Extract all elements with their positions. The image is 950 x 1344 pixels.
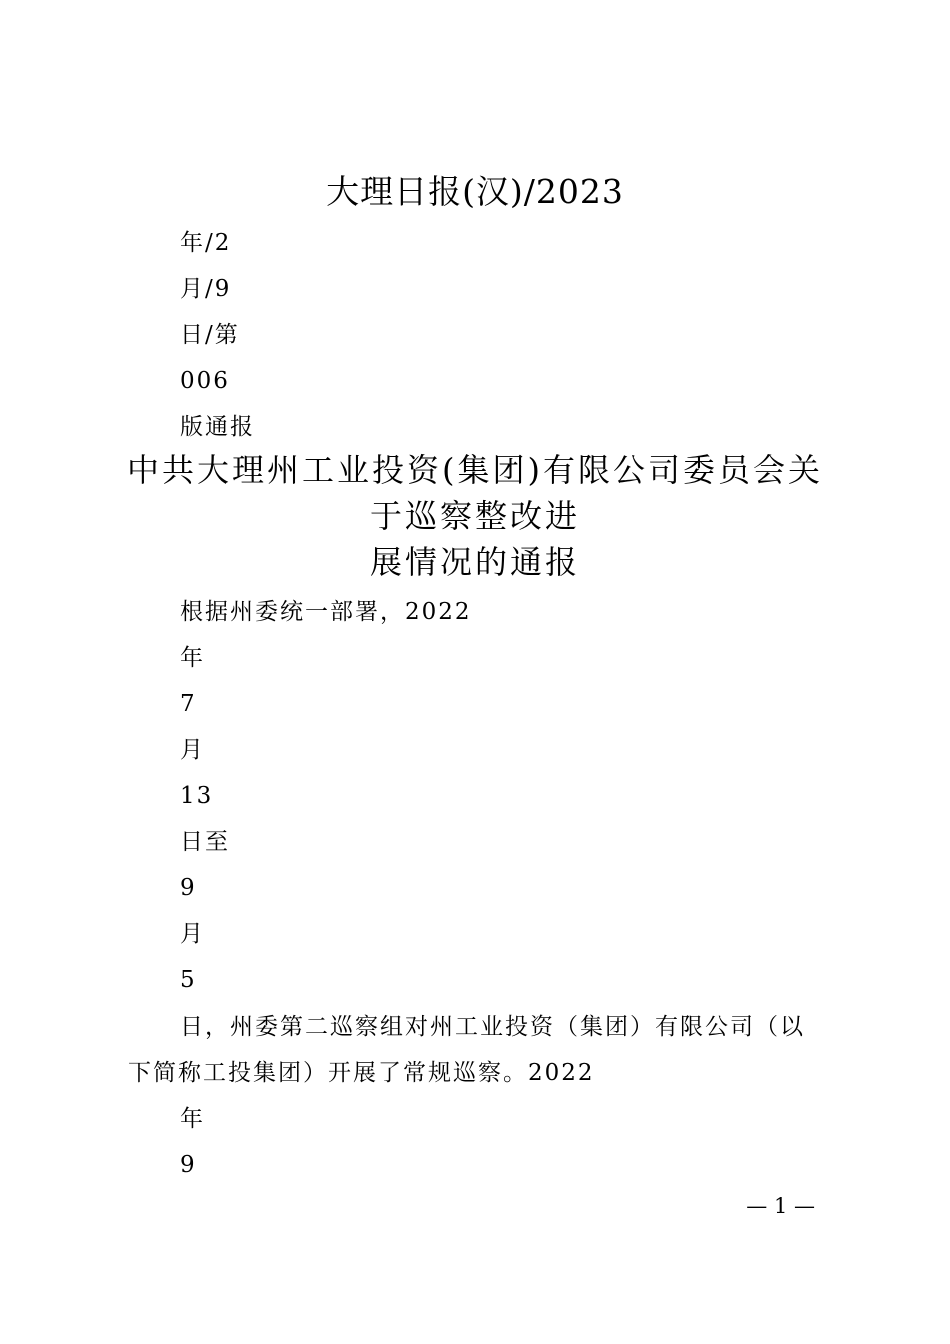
paragraph-line-2: 下简称工投集团）开展了常规巡察。2022 (128, 1060, 595, 1086)
body-line: 年 (180, 1106, 205, 1132)
title-line-3: 展情况的通报 (369, 543, 580, 581)
title-line-1: 中共大理州工业投资(集团)有限公司委员会关 (127, 451, 823, 489)
body-line: 月 (180, 737, 205, 763)
date-line-day: 日/第 (180, 322, 240, 348)
date-line-month: 月/9 (180, 276, 232, 302)
body-line: 根据州委统一部署，2022 (180, 599, 472, 625)
date-line-year: 年/2 (180, 230, 232, 256)
paragraph-line-1: 日，州委第二巡察组对州工业投资（集团）有限公司（以 (180, 1014, 805, 1040)
body-line: 9 (180, 1152, 197, 1178)
body-line: 13 (180, 783, 214, 809)
page-number: — 1 — (746, 1194, 815, 1218)
body-line: 9 (180, 875, 197, 901)
date-line-page: 006 (180, 368, 230, 394)
date-line-section: 版通报 (180, 414, 255, 440)
body-line: 年 (180, 645, 205, 671)
body-line: 5 (180, 967, 197, 993)
masthead: 大理日报(汉)/2023 (326, 172, 624, 211)
title-line-2: 于巡察整改进 (369, 497, 580, 535)
body-line: 月 (180, 921, 205, 947)
body-line: 日至 (180, 829, 230, 855)
body-line: 7 (180, 691, 197, 717)
